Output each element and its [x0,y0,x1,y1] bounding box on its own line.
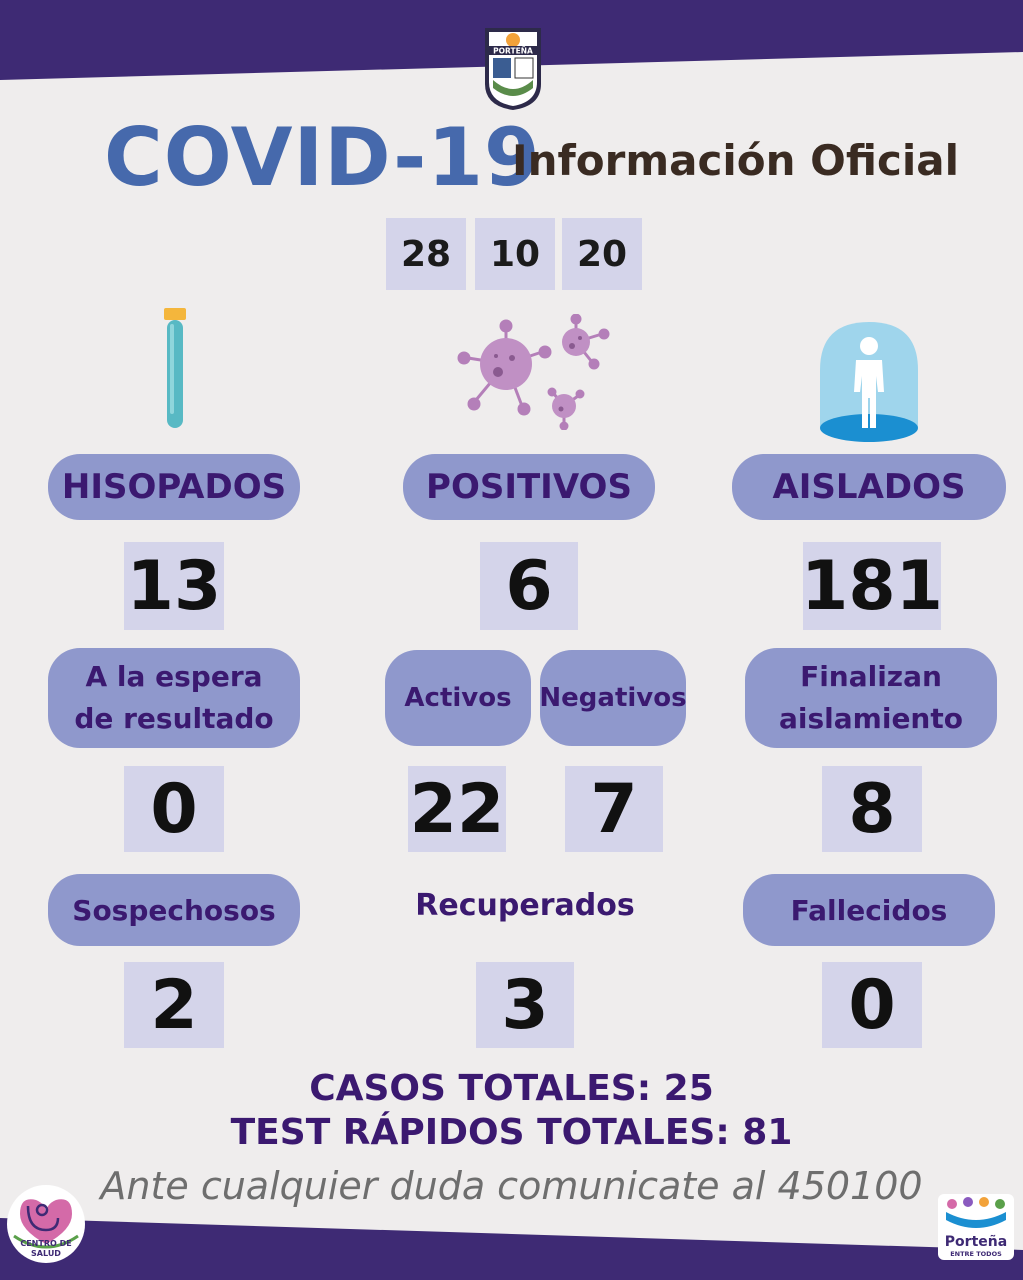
recuperados-value: 3 [476,962,574,1048]
activos-value: 22 [408,766,506,852]
virus-icon [446,314,610,430]
fallecidos-value: 0 [822,962,922,1048]
sospechosos-label: Sospechosos [48,874,300,946]
aislados-value: 181 [803,542,941,630]
isolated-person-icon [818,320,920,444]
health-center-line1: CENTRO DE [20,1239,72,1248]
awaiting-results-value: 0 [124,766,224,852]
awaiting-results-line1: A la espera [85,660,263,693]
awaiting-results-label [48,648,300,748]
negativos-value: 7 [565,766,663,852]
portena-entre-todos-logo [938,1194,1014,1260]
sospechosos-value: 2 [124,962,224,1048]
date-year: 20 [562,218,642,290]
health-center-line2: SALUD [31,1249,61,1258]
recuperados-label: Recuperados [415,888,635,923]
aislados-label: AISLADOS [732,454,1006,520]
activos-label: Activos [385,650,531,746]
fallecidos-label: Fallecidos [743,874,995,946]
finish-isolation-line2: aislamiento [779,702,963,735]
positivos-label: POSITIVOS [403,454,655,520]
test-tube-icon [160,306,190,432]
health-center-logo [6,1184,86,1266]
covid-title: COVID-19 [104,111,541,204]
total-cases: CASOS TOTALES: 25 [309,1068,714,1109]
positivos-value: 6 [480,542,578,630]
crest-text: PORTEÑA [493,46,533,56]
portena-logo-name: Porteña [944,1234,1008,1250]
portena-logo-tagline: ENTRE TODOS [950,1250,1002,1258]
total-rapid-tests: TEST RÁPIDOS TOTALES: 81 [230,1112,793,1153]
finish-isolation-line1: Finalizan [800,660,942,693]
finish-isolation-label [745,648,997,748]
awaiting-results-line2: de resultado [74,702,274,735]
finish-isolation-value: 8 [822,766,922,852]
date-month: 10 [475,218,555,290]
contact-note: Ante cualquier duda comunicate al 450100 [100,1164,923,1208]
official-info-subtitle: Información Oficial [512,136,960,185]
date-day: 28 [386,218,466,290]
hisopados-value: 13 [124,542,224,630]
municipal-crest-logo [483,24,543,112]
hisopados-label: HISOPADOS [48,454,300,520]
negativos-label: Negativos [540,650,686,746]
